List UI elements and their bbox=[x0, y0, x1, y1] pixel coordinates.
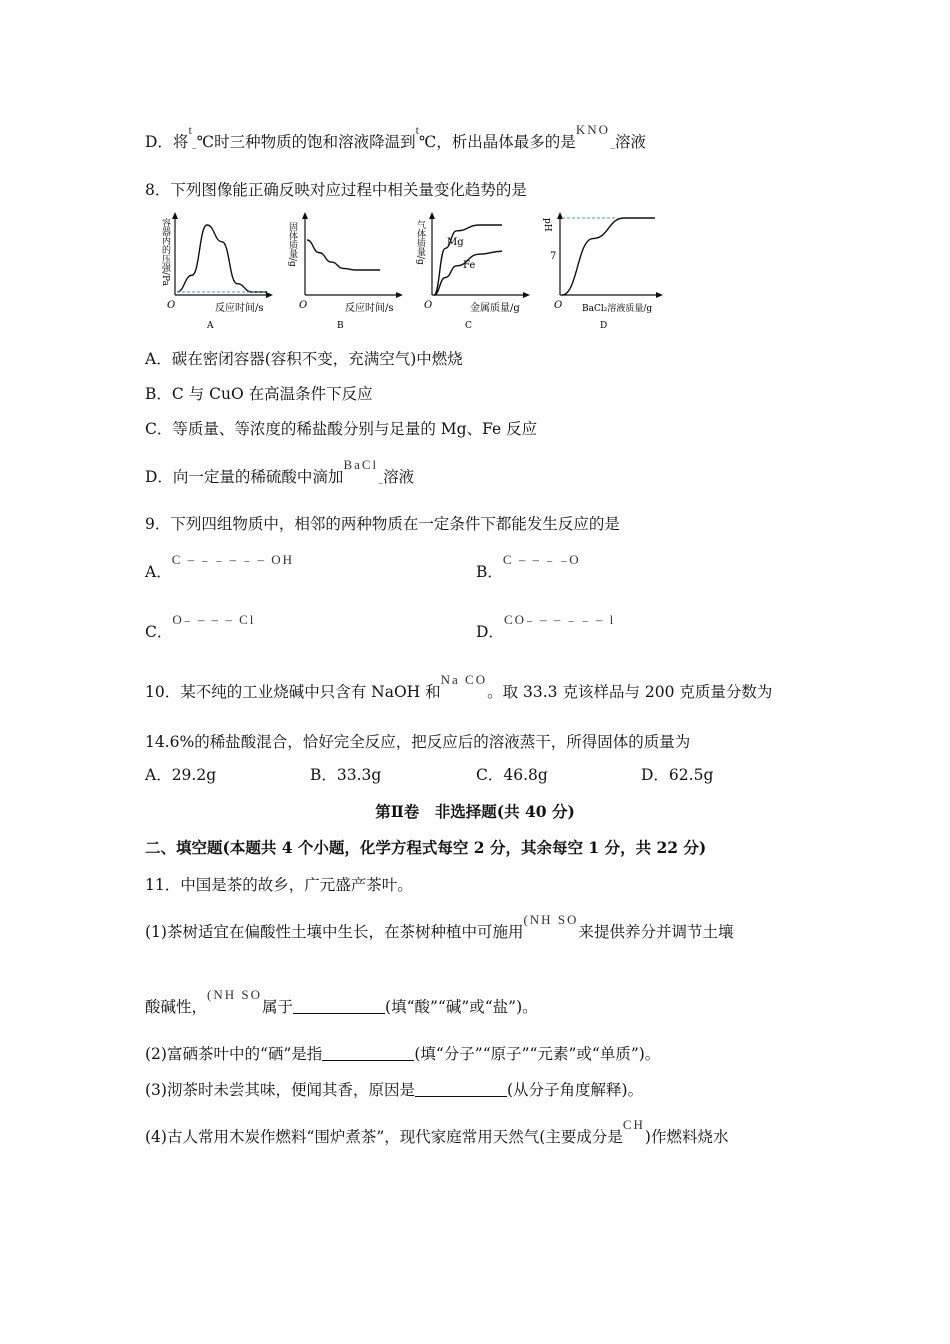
q9c-label: C． bbox=[145, 623, 173, 641]
chart-b-series-0 bbox=[307, 240, 380, 270]
q7d-t2: t bbox=[415, 123, 419, 137]
chart-b-ylabel: 固体质量/g bbox=[287, 222, 297, 267]
q7d-mid: ℃时三种物质的饱和溶液降温到 bbox=[196, 133, 416, 151]
q11-p1-formula: (NH SO bbox=[523, 912, 579, 927]
chart-c-legend-fe: Fe bbox=[463, 260, 476, 271]
q11-p1-post: 来提供养分并调节土壤 bbox=[578, 923, 734, 941]
q9-option-a bbox=[145, 552, 294, 583]
q10-option-c: C．46.8g bbox=[476, 766, 548, 784]
q8d-sub: – bbox=[378, 478, 384, 489]
q11-p4-pre: (4)古人常用木炭作燃料“围炉煮茶”，现代家庭常用天然气(主要成分是 bbox=[145, 1128, 623, 1146]
q11-p2-pre: (2)富硒茶叶中的“硒”是指 bbox=[145, 1045, 323, 1063]
q11-p1b-formula: (NH SO bbox=[207, 987, 262, 1002]
chart-c-ylabel: 气体质量/g bbox=[415, 220, 425, 265]
chart-a-series-0 bbox=[177, 225, 267, 292]
q8d-post: 溶液 bbox=[383, 468, 415, 486]
chart-a-ylabel: 容器内的压强/Pa bbox=[160, 218, 170, 287]
chart-c-series-1 bbox=[434, 251, 502, 295]
chart-d-ylabel: pH bbox=[542, 218, 552, 232]
chart-b bbox=[285, 210, 415, 335]
chart-a-xlabel: 反应时间/s bbox=[215, 303, 264, 314]
section2-title: 第Ⅱ卷 非选择题(共 40 分) bbox=[375, 802, 575, 821]
q11-p1b-pre: 酸碱性， bbox=[145, 998, 208, 1016]
chart-d-x-arrow bbox=[656, 292, 663, 298]
q10-formula: Na CO bbox=[440, 672, 488, 687]
q7d-t1: t bbox=[188, 123, 192, 137]
chart-c-x-arrow bbox=[523, 292, 530, 298]
chart-c-y-arrow bbox=[429, 212, 435, 219]
q7d-label: D．将 bbox=[145, 133, 189, 151]
chart-c bbox=[410, 210, 535, 335]
q9-option-d bbox=[476, 612, 616, 643]
chart-c-label: C bbox=[465, 321, 472, 331]
q7d-tail1: ℃，析出晶体最多的是 bbox=[418, 133, 576, 151]
q11-p3-post: (从分子角度解释)。 bbox=[506, 1081, 644, 1099]
chart-d-xlabel: BaCl₂溶液质量/g bbox=[582, 304, 653, 314]
q10-stem bbox=[145, 672, 773, 703]
q11-p4 bbox=[145, 1117, 729, 1148]
chart-b-xlabel: 反应时间/s bbox=[345, 303, 394, 314]
q9d-formula: CO₋ – – ₋ ₋ – l bbox=[503, 612, 616, 627]
q8-option-b: B．C 与 CuO 在高温条件下反应 bbox=[145, 385, 373, 403]
chart-b-origin: O bbox=[299, 300, 308, 311]
q9a-formula: C – ₋ ₋ – ₋ – OH bbox=[171, 552, 294, 567]
chart-b-x-arrow bbox=[396, 292, 403, 298]
q9-stem: 9．下列四组物质中，相邻的两种物质在一定条件下都能发生反应的是 bbox=[145, 515, 620, 533]
q7d-kno3: KNO bbox=[575, 122, 610, 137]
q10-option-a: A．29.2g bbox=[145, 766, 217, 784]
q11-p2-post: (填“分子”“原子”“元素”或“单质”)。 bbox=[414, 1045, 661, 1063]
chart-c-xlabel: 金属质量/g bbox=[470, 303, 520, 314]
q8-option-c: C．等质量、等浓度的稀盐酸分别与足量的 Mg、Fe 反应 bbox=[145, 420, 538, 438]
chart-b-y-arrow bbox=[302, 212, 308, 219]
q8d-formula: BaCl bbox=[343, 457, 379, 472]
chart-b-label: B bbox=[337, 321, 344, 331]
q10-option-b: B．33.3g bbox=[310, 766, 382, 784]
q9-option-c bbox=[145, 612, 256, 643]
q11-p1-pre: (1)茶树适宜在偏酸性土壤中生长，在茶树种植中可施用 bbox=[145, 923, 524, 941]
q11-p1b-mid: 属于 bbox=[262, 998, 294, 1016]
q8-option-a: A．碳在密闭容器(容积不变，充满空气)中燃烧 bbox=[145, 350, 463, 368]
q10-stem-pre: 10．某不纯的工业烧碱中只含有 NaOH 和 bbox=[145, 683, 441, 701]
q8d-pre: D．向一定量的稀硫酸中滴加 bbox=[145, 468, 344, 486]
q7d-tail2: 溶液 bbox=[614, 133, 646, 151]
q7d-kno3-sub: – bbox=[609, 143, 615, 154]
q11-p3 bbox=[145, 1080, 643, 1100]
answer-blank-1[interactable] bbox=[293, 997, 385, 1014]
chart-d-origin: O bbox=[554, 300, 563, 311]
q9d-label: D． bbox=[476, 623, 504, 641]
q10-stem-post: 。取 33.3 克该样品与 200 克质量分数为 bbox=[487, 683, 773, 701]
q9-option-b bbox=[476, 552, 581, 583]
q9b-formula: C – – ₋ ₋O bbox=[502, 552, 581, 567]
answer-blank-3[interactable] bbox=[415, 1080, 507, 1097]
q11-p4-formula: CH bbox=[622, 1117, 645, 1132]
chart-a bbox=[155, 210, 275, 335]
q8-stem: 8．下列图像能正确反映对应过程中相关量变化趋势的是 bbox=[145, 181, 527, 199]
chart-a-y-arrow bbox=[172, 212, 178, 219]
chart-d-label: D bbox=[600, 321, 608, 331]
q7-option-d bbox=[145, 122, 646, 155]
q9b-label: B． bbox=[476, 563, 503, 581]
chart-c-legend-mg: Mg bbox=[447, 237, 464, 248]
q10-stem2: 14.6%的稀盐酸混合，恰好完全反应，把反应后的溶液蒸干，所得固体的质量为 bbox=[145, 733, 691, 751]
chart-d-tick-7: 7 bbox=[550, 251, 557, 262]
q7d-t1-sub: – bbox=[191, 143, 197, 154]
chart-d bbox=[540, 210, 670, 335]
chart-c-origin: O bbox=[424, 300, 433, 311]
q11-p1b bbox=[145, 987, 538, 1018]
q8-option-d bbox=[145, 457, 415, 490]
q9c-formula: O₋ – – – Cl bbox=[172, 612, 256, 627]
q10-option-d: D．62.5g bbox=[641, 766, 714, 784]
q11-p1b-post: (填“酸”“碱”或“盐”)。 bbox=[385, 998, 538, 1016]
chart-a-origin: O bbox=[167, 300, 176, 311]
chart-a-x-arrow bbox=[266, 292, 273, 298]
q11-p3-pre: (3)沏茶时未尝其味，便闻其香，原因是 bbox=[145, 1081, 415, 1099]
q11-stem: 11．中国是茶的故乡，广元盛产茶叶。 bbox=[145, 876, 413, 894]
part2-title: 二、填空题(本题共 4 个小题，化学方程式每空 2 分，其余每空 1 分，共 22 分) bbox=[145, 838, 707, 857]
q11-p2 bbox=[145, 1044, 660, 1064]
q11-p1 bbox=[145, 912, 734, 943]
answer-blank-2[interactable] bbox=[322, 1044, 414, 1061]
chart-a-label: A bbox=[207, 321, 214, 331]
q11-p4-post: )作燃料烧水 bbox=[644, 1128, 729, 1146]
q9a-label: A． bbox=[145, 563, 172, 581]
chart-d-series-0 bbox=[562, 218, 655, 295]
